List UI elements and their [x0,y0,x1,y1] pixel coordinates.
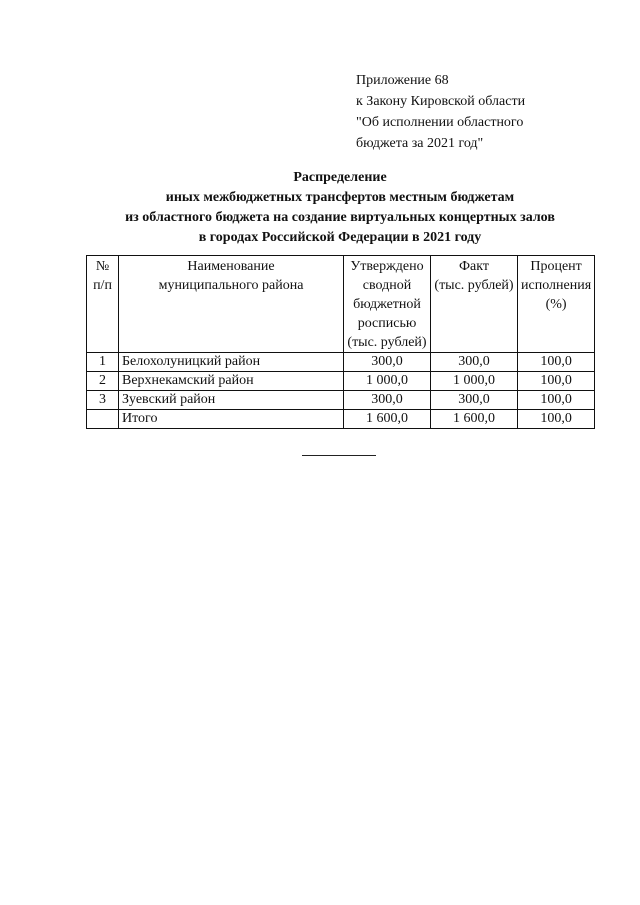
appendix-line: бюджета за 2021 год" [356,136,484,151]
cell-fact: 300,0 [431,353,518,372]
table-row [87,372,595,391]
header-plan [344,256,431,353]
cell-pct: 100,0 [518,391,595,410]
header-fact [431,256,518,353]
cell-num: 1 [87,353,119,372]
cell-pct: 100,0 [518,353,595,372]
cell-total-pct: 100,0 [518,410,595,429]
cell-district: Белохолуницкий район [119,353,344,372]
header-plan-line: (тыс. рублей) [347,335,427,350]
cell-total-plan: 1 600,0 [344,410,431,429]
header-fact-line: Факт [458,259,489,274]
table-row [87,353,595,372]
header-plan-line: сводной [362,278,412,293]
cell-district: Верхнекамский район [119,372,344,391]
cell-fact: 300,0 [431,391,518,410]
cell-plan: 300,0 [344,353,431,372]
appendix-note [356,70,525,154]
appendix-line: к Закону Кировской области [356,94,526,109]
header-num-line: № [95,259,110,274]
cell-district: Зуевский район [119,391,344,410]
appendix-line: "Об исполнении областного [356,115,524,130]
appendix-line: Приложение 68 [356,73,449,88]
header-name-line: муниципального района [158,278,304,293]
header-plan-line: росписью [357,316,417,331]
header-pct-line: (%) [545,297,567,312]
header-pct-line: исполнения [521,278,592,293]
table-total-row [87,410,595,429]
cell-total-fact: 1 600,0 [431,410,518,429]
closing-divider [302,455,376,456]
title-line: в городах Российской Федерации в 2021 году [198,230,482,245]
header-num-line: п/п [93,278,112,293]
header-name-line: Наименование [187,259,275,274]
title-line: Распределение [293,170,387,185]
cell-fact: 1 000,0 [431,372,518,391]
header-pct-line: Процент [530,259,582,274]
cell-num: 2 [87,372,119,391]
title-line: из областного бюджета на создание виртуальных концертных залов [125,210,555,225]
title-line: иных межбюджетных трансфертов местным бюджетам [165,190,515,205]
cell-plan: 300,0 [344,391,431,410]
header-name [119,256,344,353]
cell-num: 3 [87,391,119,410]
header-fact-line: (тыс. рублей) [434,278,514,293]
cell-total-label: Итого [119,410,344,429]
header-plan-line: бюджетной [353,297,421,312]
cell-num [87,410,119,429]
cell-plan: 1 000,0 [344,372,431,391]
header-num [87,256,119,353]
table-row [87,391,595,410]
table-header-row [87,256,595,353]
header-pct [518,256,595,353]
cell-pct: 100,0 [518,372,595,391]
header-plan-line: Утверждено [350,259,424,274]
transfers-table [86,255,595,429]
document-title [80,168,600,248]
